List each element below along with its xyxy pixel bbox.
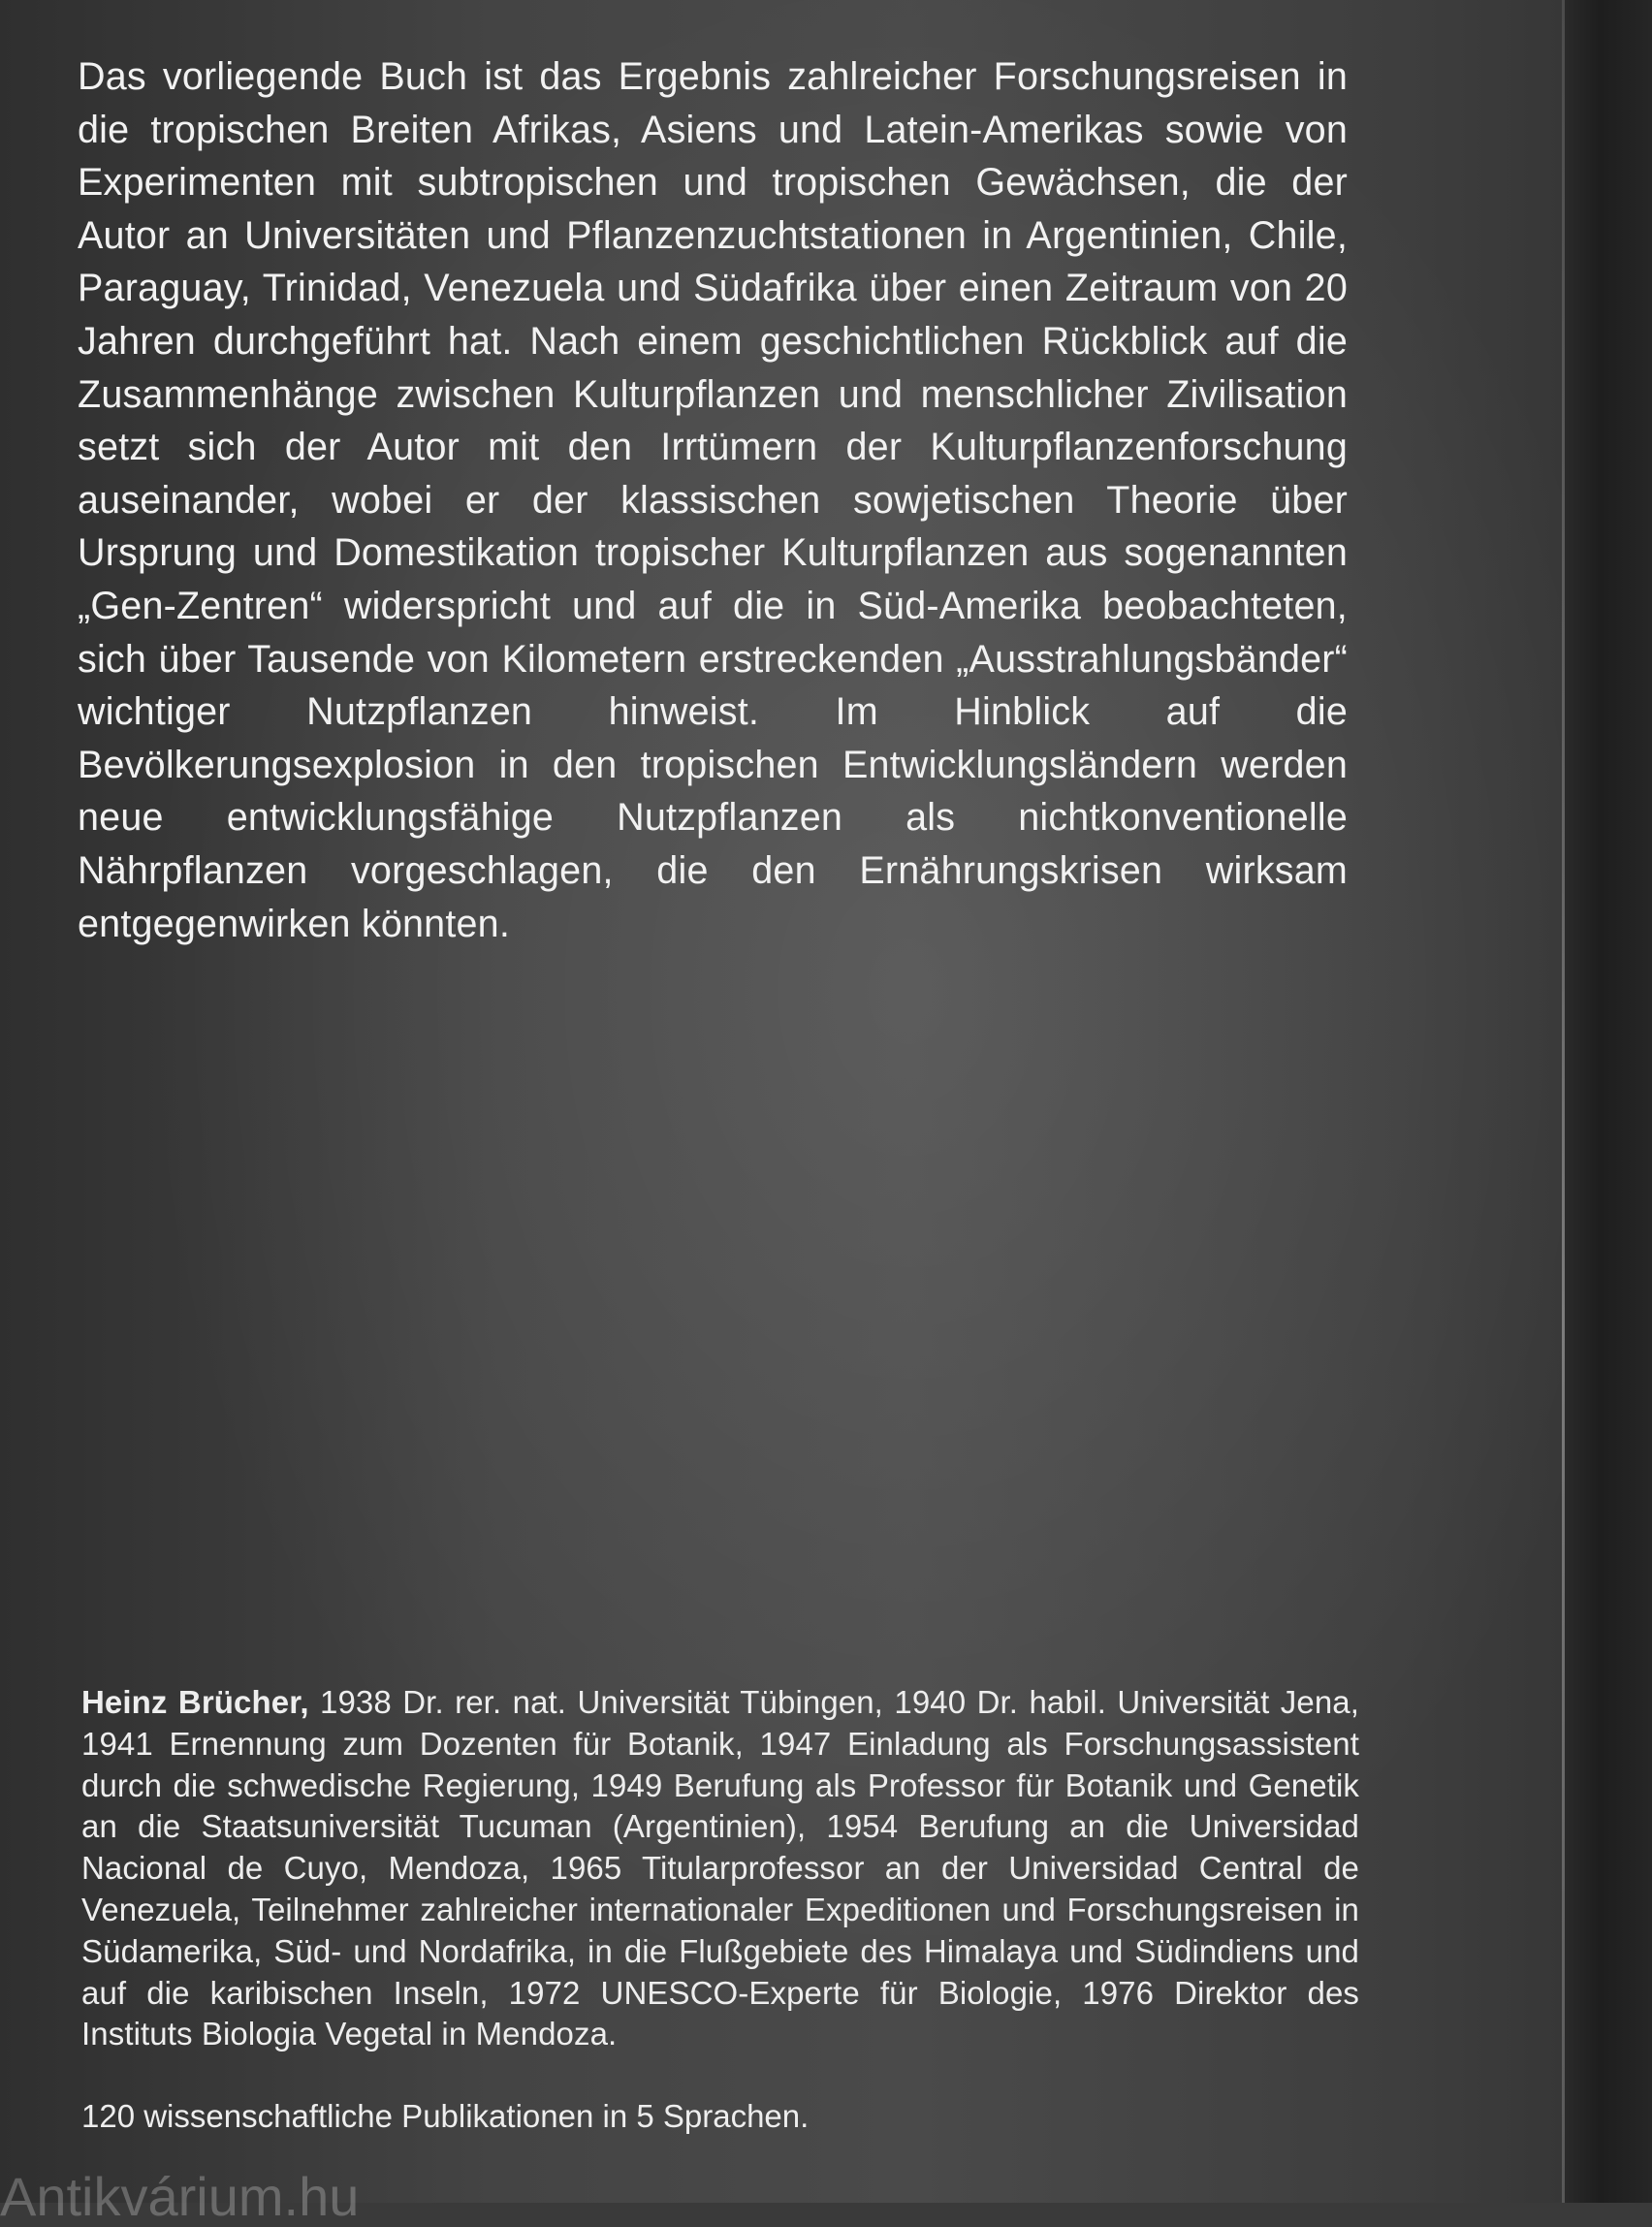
book-spine — [1565, 0, 1652, 2203]
author-name: Heinz Brücher, — [81, 1684, 309, 1720]
publications-note: 120 wissenschaftliche Publikationen in 5 Sprachen. — [81, 2098, 810, 2134]
author-bio-text: 1938 Dr. rer. nat. Universität Tübingen, 1940 Dr. habil. Universität Jena, 1941 Ernennung zum Dozenten für Botanik, 1947 Einladung als Forschungsassistent durch die schwedische Regierung, 1949 Berufung als Professor für Botanik und Genetik an die Staatsuniversität Tucuman (Argentinien), 1954 Berufung an die Universidad Nacional de Cuyo, Mendoza, 1965 Titularprofessor an der Universidad Central de Venezuela, Teilnehmer zahlreicher internationaler Expeditionen und Forschungsreisen in Südamerika, Süd- und Nordafrika, in die Flußgebiete des Himalaya und Südindiens und auf die karibischen Inseln, 1972 UNESCO-Experte für Biologie, 1976 Direktor des Instituts Biologia Vegetal in Mendoza. — [81, 1684, 1359, 2052]
author-bio — [81, 1682, 1359, 2055]
blurb-paragraph: Das vorliegende Buch ist das Ergebnis zahlreicher Forschungsreisen in die tropischen Breiten Afrikas, Asiens und Latein-Amerikas sowie von Experimenten mit subtropischen und tropischen Gewächsen, die der Autor an Universitäten und Pflanzenzuchtstationen in Argentinien, Chile, Paraguay, Trinidad, Venezuela und Südafrika über einen Zeitraum von 20 Jahren durchgeführt hat. Nach einem geschichtlichen Rückblick auf die Zusammenhänge zwischen Kulturpflanzen und menschlicher Zivilisation setzt sich der Autor mit den Irrtümern der Kulturpflanzenforschung auseinander, wobei er der klassischen sowjetischen Theorie über Ursprung und Domestikation tropischer Kulturpflanzen aus sogenannten „Gen-Zentren“ widerspricht und auf die in Süd-Amerika beobachteten, sich über Tausende von Kilometern erstreckenden „Ausstrahlungsbänder“ wichtiger Nutzpflanzen hinweist. Im Hinblick auf die Bevölkerungsexplosion in den tropischen Entwicklungsländern werden neue entwicklungsfähige Nutzpflanzen als nichtkonventionelle Nährpflanzen vorgeschlagen, die den Ernährungskrisen wirksam entgegenwirken könnten. — [78, 55, 1348, 945]
watermark: Antikvárium.hu — [0, 2166, 360, 2227]
